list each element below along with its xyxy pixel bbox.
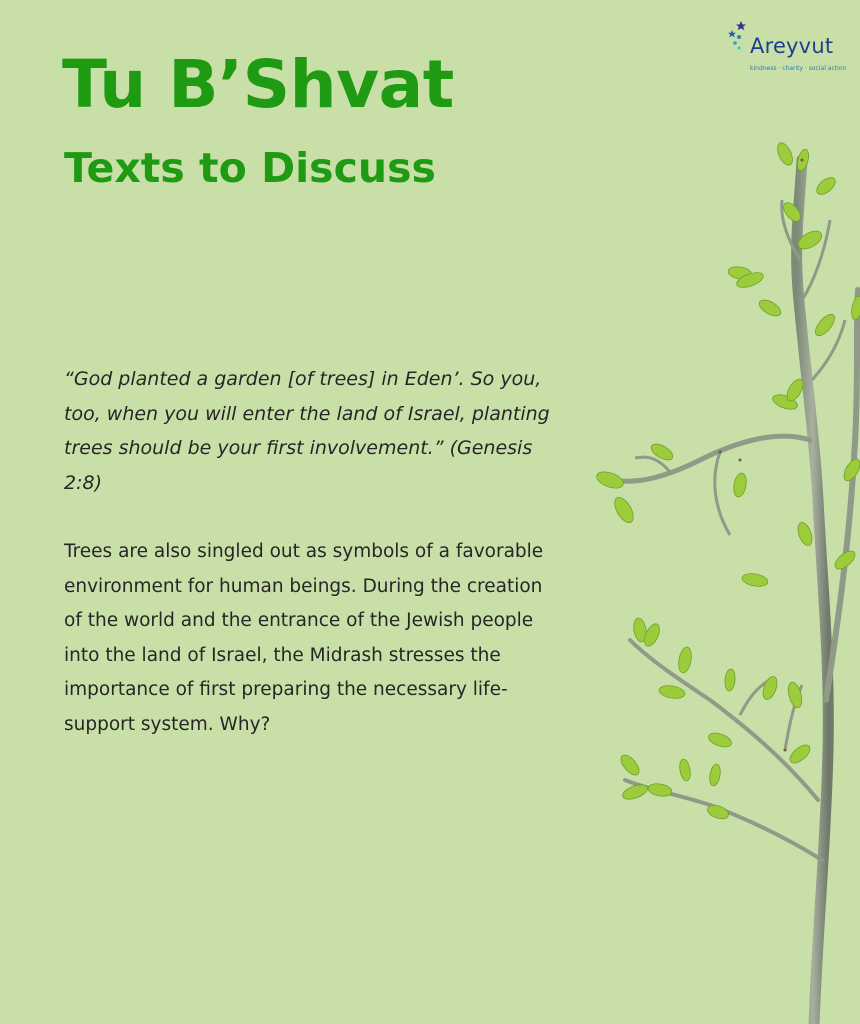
stars-icon (726, 20, 748, 54)
genesis-quote: “God planted a garden [of trees] in Eden’. So you, too, when you will enter the land of Israel, planting trees should be your first involvement.” (Genesis 2:8) (64, 368, 550, 494)
page-subtitle: Texts to Discuss (64, 144, 436, 192)
page-title: Tu B’Shvat (62, 46, 454, 123)
logo-name: Areyvut (750, 34, 834, 58)
logo-tagline: kindness · charity · social action (750, 65, 847, 72)
areyvut-logo[interactable] (726, 18, 846, 74)
discussion-paragraph: Trees are also singled out as symbols of a favorable environment for human beings. During the creation of the world and the entrance of the Jewish people into the land of Israel, the Midrash stresses the importance of first preparing the necessary life-support system. Why? (64, 541, 544, 735)
tree-illustration (590, 140, 860, 1024)
